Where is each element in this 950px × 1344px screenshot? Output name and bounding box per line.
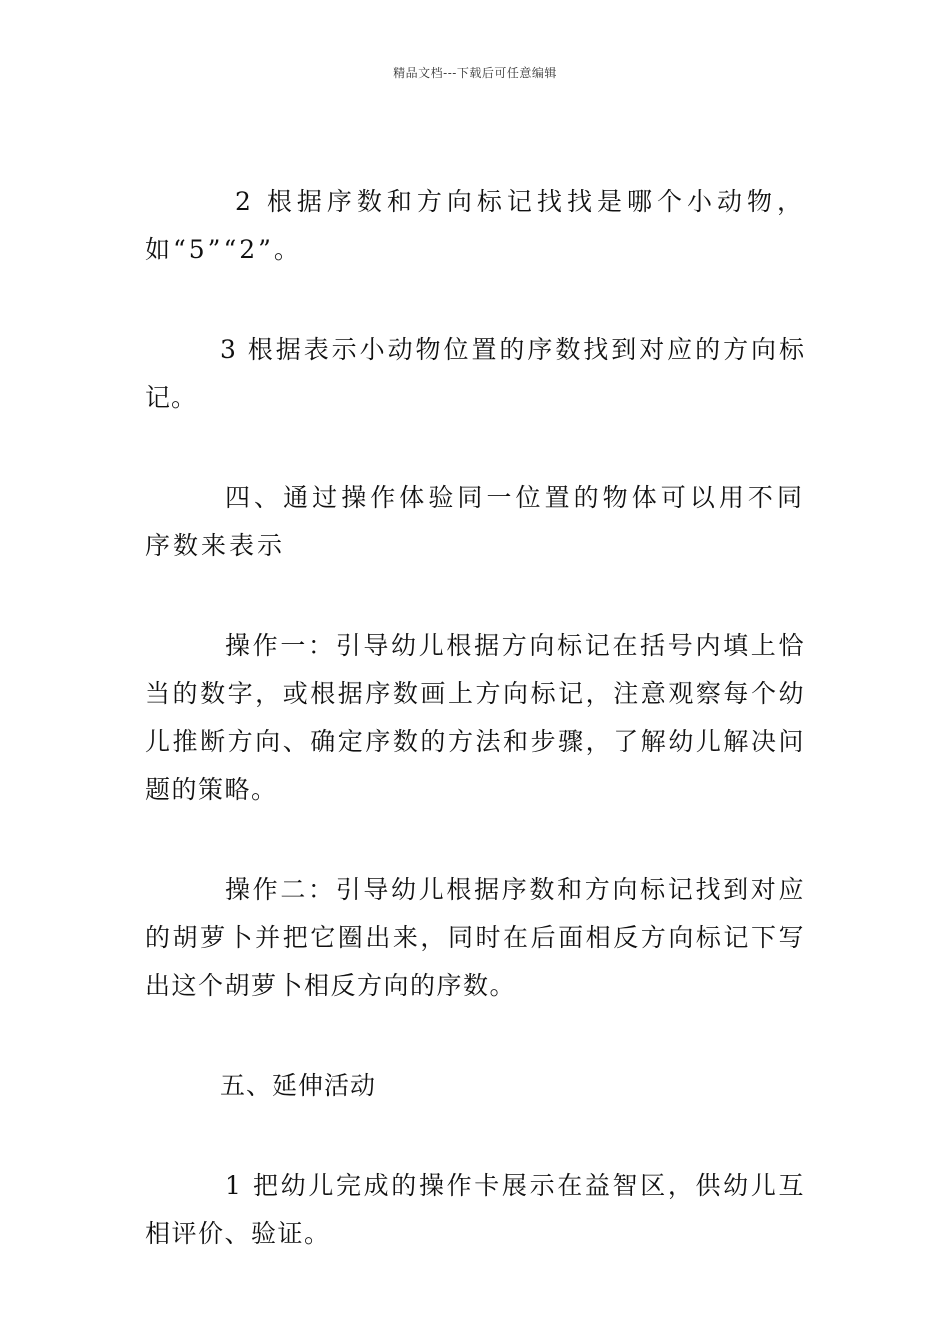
paragraph-extension-1: 1 把幼儿完成的操作卡展示在益智区，供幼儿互相评价、验证。: [145, 1171, 805, 1248]
page-header: 精品文档---下载后可任意编辑: [393, 66, 557, 80]
paragraph-step-3: 3 根据表示小动物位置的序数找到对应的方向标记。: [145, 335, 805, 412]
paragraph-operation-2: 操作二：引导幼儿根据序数和方向标记找到对应的胡萝卜并把它圈出来，同时在后面相反方向标记下写出这个胡萝卜相反方向的序数。: [145, 875, 805, 1000]
section-heading-4: 四、通过操作体验同一位置的物体可以用不同序数来表示: [145, 483, 805, 560]
paragraph-operation-1: 操作一：引导幼儿根据方向标记在括号内填上恰当的数字，或根据序数画上方向标记，注意观察每个幼儿推断方向、确定序数的方法和步骤，了解幼儿解决问题的策略。: [145, 631, 805, 804]
document-body: [145, 178, 805, 1258]
section-heading-5: 五、延伸活动: [220, 1071, 377, 1100]
paragraph-step-2: 2 根据序数和方向标记找找是哪个小动物，如“5”“2”。: [145, 187, 805, 264]
